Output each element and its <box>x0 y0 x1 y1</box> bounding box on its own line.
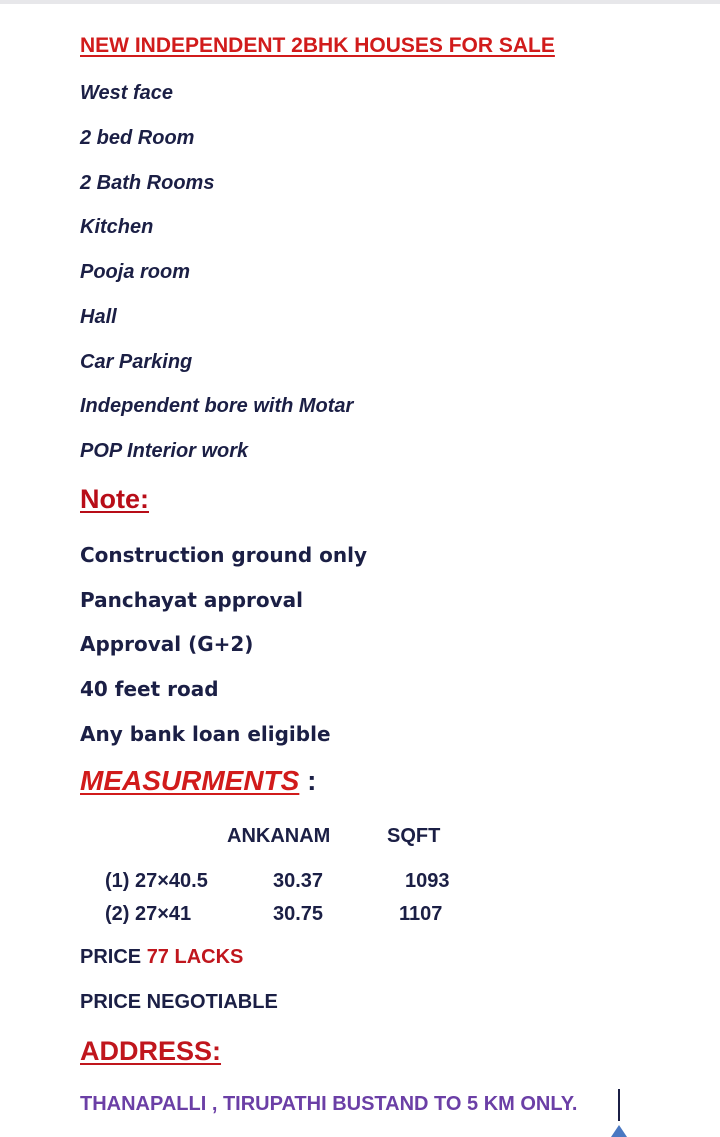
address-heading: ADDRESS: <box>80 1036 222 1066</box>
listing-headline: NEW INDEPENDENT 2BHK HOUSES FOR SALE <box>80 34 555 57</box>
feature-car-parking: Car Parking <box>80 351 193 373</box>
feature-bathrooms: 2 Bath Rooms <box>80 172 215 194</box>
row1-sqft: 1093 <box>405 870 450 892</box>
price-negotiable: PRICE NEGOTIABLE <box>80 991 278 1013</box>
price-value: 77 LACKS <box>146 946 244 968</box>
note-item-panchayat: Panchayat approval <box>80 588 304 612</box>
row1-ankanam: 30.37 <box>273 870 324 892</box>
price-label: PRICE <box>80 946 142 968</box>
feature-bedroom: 2 bed Room <box>80 127 195 149</box>
row1-plot-size: (1) 27×40.5 <box>105 870 208 892</box>
column-header-sqft: SQFT <box>387 825 441 847</box>
feature-west-face: West face <box>80 82 174 104</box>
feature-bore-motor: Independent bore with Motar <box>80 395 354 417</box>
row2-ankanam: 30.75 <box>273 903 324 925</box>
selection-handle-icon[interactable] <box>611 1125 627 1137</box>
feature-pooja-room: Pooja room <box>80 261 191 283</box>
note-heading: Note: <box>80 484 149 514</box>
address-line: THANAPALLI , TIRUPATHI BUSTAND TO 5 KM ONLY. <box>80 1093 578 1115</box>
measurements-heading-colon: : <box>299 765 317 796</box>
measurements-heading <box>80 765 316 797</box>
top-edge-shade <box>0 0 720 4</box>
feature-kitchen: Kitchen <box>80 216 154 238</box>
feature-hall: Hall <box>80 306 117 328</box>
column-header-ankanam: ANKANAM <box>227 825 331 847</box>
note-item-bank-loan: Any bank loan eligible <box>80 722 331 746</box>
row2-plot-size: (2) 27×41 <box>105 903 192 925</box>
note-item-road: 40 feet road <box>80 677 219 701</box>
note-item-construction: Construction ground only <box>80 543 367 567</box>
price-line <box>80 946 243 969</box>
text-cursor[interactable] <box>618 1089 620 1121</box>
row2-sqft: 1107 <box>399 903 443 925</box>
measurements-heading-label: MEASURMENTS <box>80 765 300 796</box>
note-item-approval: Approval (G+2) <box>80 632 254 656</box>
feature-pop-interior: POP Interior work <box>80 440 249 462</box>
